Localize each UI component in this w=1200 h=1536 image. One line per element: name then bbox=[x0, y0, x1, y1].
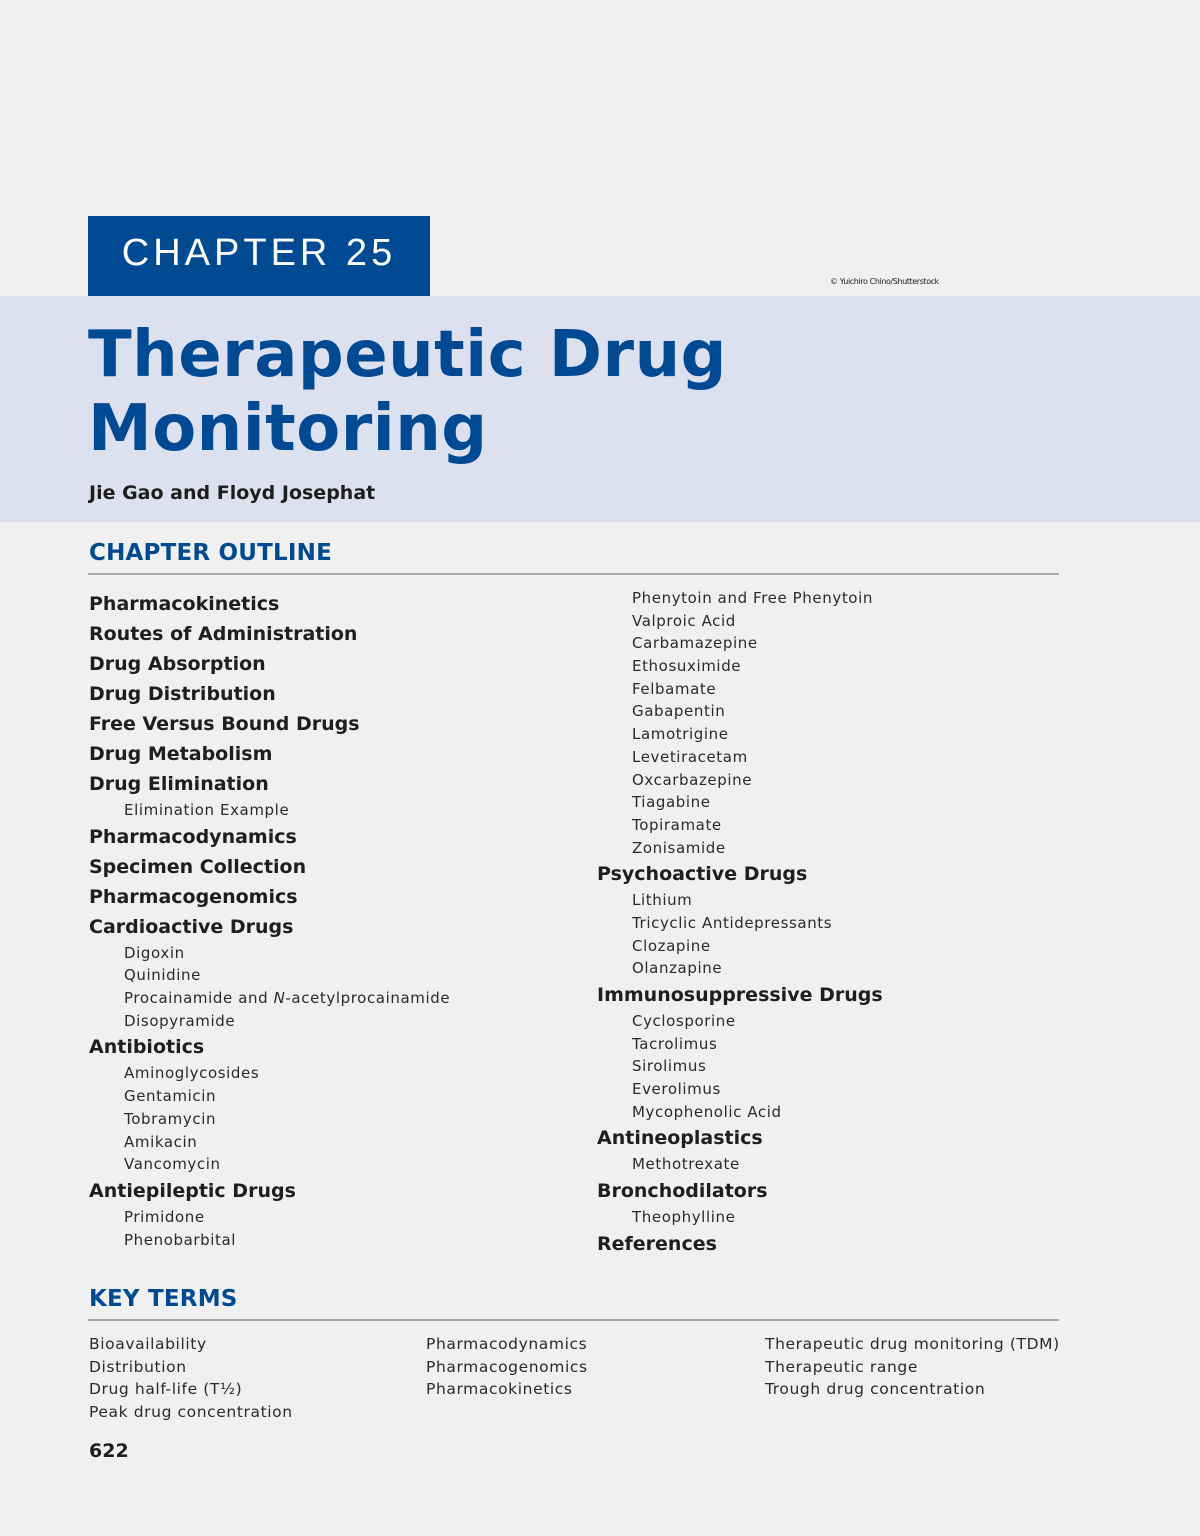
outline-right-column bbox=[597, 587, 883, 1259]
outline-subsection: Levetiracetam bbox=[632, 747, 748, 766]
outline-subsection: Lithium bbox=[632, 891, 693, 910]
outline-subsection: Ethosuximide bbox=[632, 657, 742, 676]
outline-subsection: Phenytoin and Free Phenytoin bbox=[632, 589, 873, 607]
outline-subsection: Oxcarbazepine bbox=[632, 770, 753, 789]
key-term: Pharmacodynamics bbox=[426, 1335, 588, 1353]
outline-subsection: Disopyramide bbox=[124, 1011, 236, 1030]
chapter-label-box bbox=[88, 216, 430, 296]
outline-section: References bbox=[597, 1232, 717, 1255]
outline-subsection: Mycophenolic Acid bbox=[632, 1102, 782, 1121]
outline-subsection: Elimination Example bbox=[124, 801, 290, 819]
outline-subsection: Lamotrigine bbox=[632, 725, 729, 744]
outline-left-column bbox=[89, 589, 450, 1251]
outline-section: Psychoactive Drugs bbox=[597, 863, 808, 886]
outline-section: Drug Distribution bbox=[89, 683, 276, 705]
outline-section: Drug Metabolism bbox=[89, 743, 273, 765]
outline-subsection: Digoxin bbox=[124, 943, 185, 962]
outline-subsection: Sirolimus bbox=[632, 1057, 707, 1076]
outline-section: Pharmacogenomics bbox=[89, 885, 298, 908]
key-term: Pharmacogenomics bbox=[426, 1357, 588, 1376]
outline-subsection: Cyclosporine bbox=[632, 1012, 736, 1030]
outline-subsection: Theophylline bbox=[632, 1208, 736, 1227]
outline-divider bbox=[88, 573, 1059, 575]
outline-section: Immunosuppressive Drugs bbox=[597, 984, 883, 1006]
outline-section: Drug Elimination bbox=[89, 773, 269, 795]
outline-subsection: Methotrexate bbox=[632, 1155, 740, 1174]
key-term: Drug half-life (T½) bbox=[89, 1380, 243, 1399]
chapter-label: CHAPTER 25 bbox=[121, 231, 397, 274]
outline-subsection: Vancomycin bbox=[124, 1155, 221, 1174]
page-number: 622 bbox=[89, 1440, 129, 1462]
key-term: Trough drug concentration bbox=[765, 1380, 986, 1399]
key-term: Pharmacokinetics bbox=[426, 1380, 573, 1399]
outline-subsection: Topiramate bbox=[632, 815, 722, 834]
outline-subsection: Gabapentin bbox=[632, 702, 726, 721]
outline-section: Antiepileptic Drugs bbox=[89, 1179, 296, 1202]
key-terms-column-1 bbox=[89, 1333, 293, 1424]
outline-subsection: Amikacin bbox=[124, 1132, 198, 1151]
outline-section: Pharmacodynamics bbox=[89, 825, 297, 848]
outline-subsection: Tiagabine bbox=[632, 793, 711, 812]
key-terms-heading: KEY TERMS bbox=[89, 1286, 238, 1312]
outline-section: Pharmacokinetics bbox=[89, 593, 280, 615]
key-terms-column-2 bbox=[426, 1333, 588, 1401]
key-term: Therapeutic drug monitoring (TDM) bbox=[765, 1335, 1060, 1353]
outline-subsection: Primidone bbox=[124, 1207, 205, 1226]
chapter-title-line-2: Monitoring bbox=[88, 392, 488, 466]
outline-section: Antineoplastics bbox=[597, 1127, 763, 1150]
outline-section: Bronchodilators bbox=[597, 1180, 768, 1203]
image-credit: © Yuichiro Chino/Shutterstock bbox=[830, 277, 939, 286]
key-term: Distribution bbox=[89, 1357, 187, 1376]
key-term: Peak drug concentration bbox=[89, 1403, 293, 1422]
outline-section: Routes of Administration bbox=[89, 623, 358, 645]
outline-subsection: Valproic Acid bbox=[632, 611, 736, 630]
outline-subsection: Felbamate bbox=[632, 679, 717, 698]
key-terms-column-3 bbox=[765, 1333, 1060, 1401]
outline-section: Drug Absorption bbox=[89, 653, 266, 675]
outline-subsection: Quinidine bbox=[124, 966, 201, 985]
outline-heading: CHAPTER OUTLINE bbox=[89, 540, 332, 566]
chapter-authors: Jie Gao and Floyd Josephat bbox=[89, 482, 376, 504]
outline-section: Cardioactive Drugs bbox=[89, 915, 294, 938]
outline-subsection: Tobramycin bbox=[124, 1109, 217, 1128]
chapter-title bbox=[88, 318, 727, 466]
outline-subsection: Tacrolimus bbox=[632, 1034, 718, 1053]
chapter-title-line-1: Therapeutic Drug bbox=[88, 318, 727, 392]
outline-section: Free Versus Bound Drugs bbox=[89, 713, 360, 735]
outline-section: Specimen Collection bbox=[89, 855, 307, 878]
outline-subsection: Aminoglycosides bbox=[124, 1064, 260, 1083]
outline-subsection: Gentamicin bbox=[124, 1087, 217, 1106]
key-term: Bioavailability bbox=[89, 1335, 207, 1353]
outline-subsection: Procainamide and N-acetylprocainamide bbox=[124, 989, 451, 1008]
outline-subsection: Carbamazepine bbox=[632, 634, 758, 653]
outline-subsection: Clozapine bbox=[632, 936, 711, 955]
outline-subsection: Phenobarbital bbox=[124, 1230, 237, 1249]
outline-subsection: Tricyclic Antidepressants bbox=[632, 913, 833, 932]
outline-subsection: Zonisamide bbox=[632, 838, 726, 857]
key-term: Therapeutic range bbox=[765, 1357, 918, 1376]
key-terms-divider bbox=[88, 1319, 1059, 1321]
outline-subsection: Olanzapine bbox=[632, 959, 723, 978]
outline-subsection: Everolimus bbox=[632, 1080, 721, 1099]
outline-section: Antibiotics bbox=[89, 1036, 205, 1059]
